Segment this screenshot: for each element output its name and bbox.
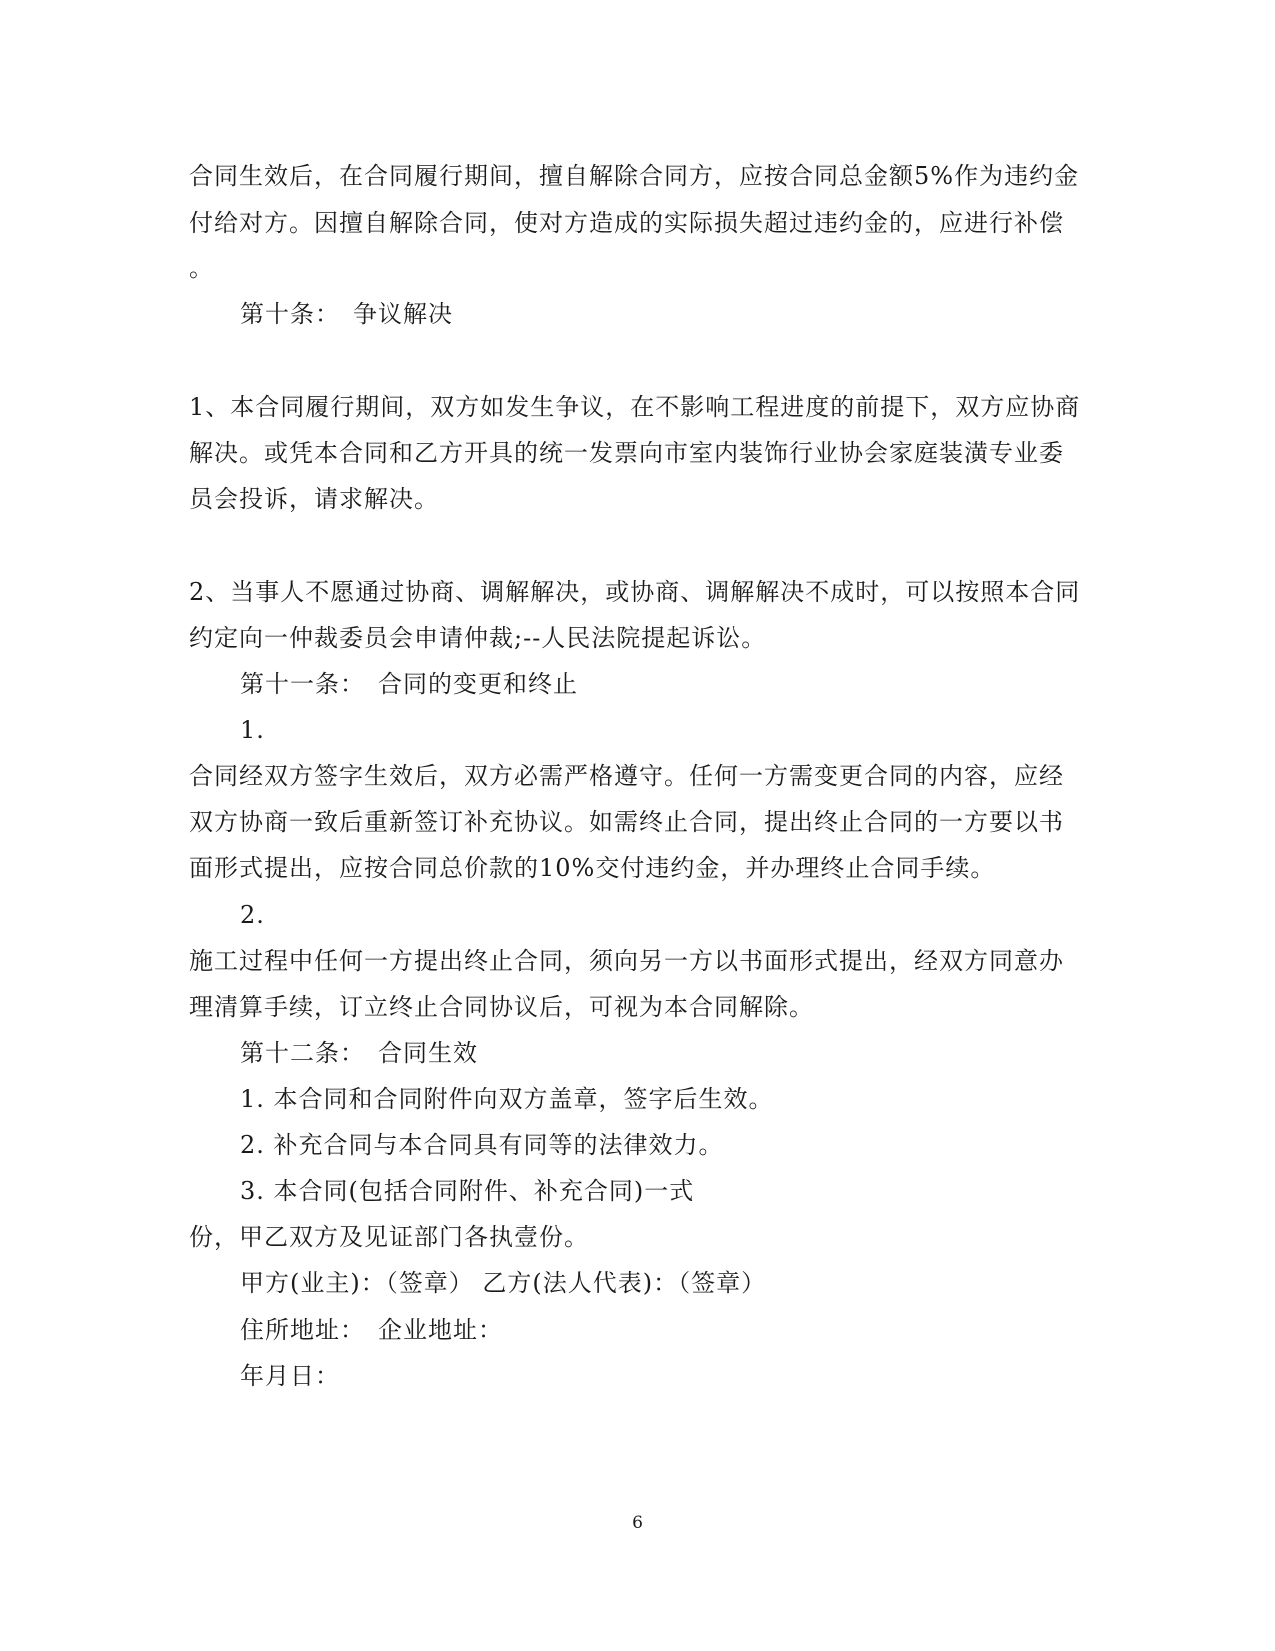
date-line: 年月日：: [240, 1362, 340, 1390]
page-number: 6: [632, 1513, 643, 1533]
list-item: 3. 本合同(包括合同附件、补充合同)一式: [240, 1177, 695, 1205]
paragraph-line: 解决。或凭本合同和乙方开具的统一发票向市室内装饰行业协会家庭装潢专业委: [189, 439, 1064, 467]
paragraph-line: 合同生效后，在合同履行期间，擅自解除合同方，应按合同总金额5%作为违约金: [189, 162, 1080, 190]
paragraph-line: 理清算手续，订立终止合同协议后，可视为本合同解除。: [189, 993, 814, 1021]
section-heading: 第十条： 争议解决: [240, 300, 453, 328]
paragraph-line: 2、当事人不愿通过协商、调解解决，或协商、调解解决不成时，可以按照本合同: [189, 578, 1081, 606]
paragraph-line: 员会投诉，请求解决。: [189, 485, 439, 513]
list-number: 1.: [240, 716, 265, 744]
list-item: 2. 补充合同与本合同具有同等的法律效力。: [240, 1131, 724, 1159]
paragraph-line: 。: [189, 254, 214, 282]
section-heading: 第十一条： 合同的变更和终止: [240, 670, 578, 698]
paragraph-line: 施工过程中任何一方提出终止合同，须向另一方以书面形式提出，经双方同意办: [189, 947, 1064, 975]
address-line: 住所地址： 企业地址：: [240, 1316, 503, 1344]
paragraph-line: 付给对方。因擅自解除合同，使对方造成的实际损失超过违约金的，应进行补偿: [189, 209, 1064, 237]
paragraph-line: 1、本合同履行期间，双方如发生争议，在不影响工程进度的前提下，双方应协商: [189, 393, 1081, 421]
paragraph-line: 份，甲乙双方及见证部门各执壹份。: [189, 1223, 589, 1251]
paragraph-line: 双方协商一致后重新签订补充协议。如需终止合同，提出终止合同的一方要以书: [189, 808, 1064, 836]
paragraph-line: 合同经双方签字生效后，双方必需严格遵守。任何一方需变更合同的内容，应经: [189, 762, 1064, 790]
section-heading: 第十二条： 合同生效: [240, 1039, 478, 1067]
paragraph-line: 约定向一仲裁委员会申请仲裁;--人民法院提起诉讼。: [189, 624, 767, 652]
list-item: 1. 本合同和合同附件向双方盖章，签字后生效。: [240, 1085, 774, 1113]
paragraph-line: 面形式提出，应按合同总价款的10%交付违约金，并办理终止合同手续。: [189, 854, 996, 882]
list-number: 2.: [240, 901, 265, 929]
signature-line: 甲方(业主)：（签章） 乙方(法人代表)：（签章）: [240, 1269, 767, 1297]
